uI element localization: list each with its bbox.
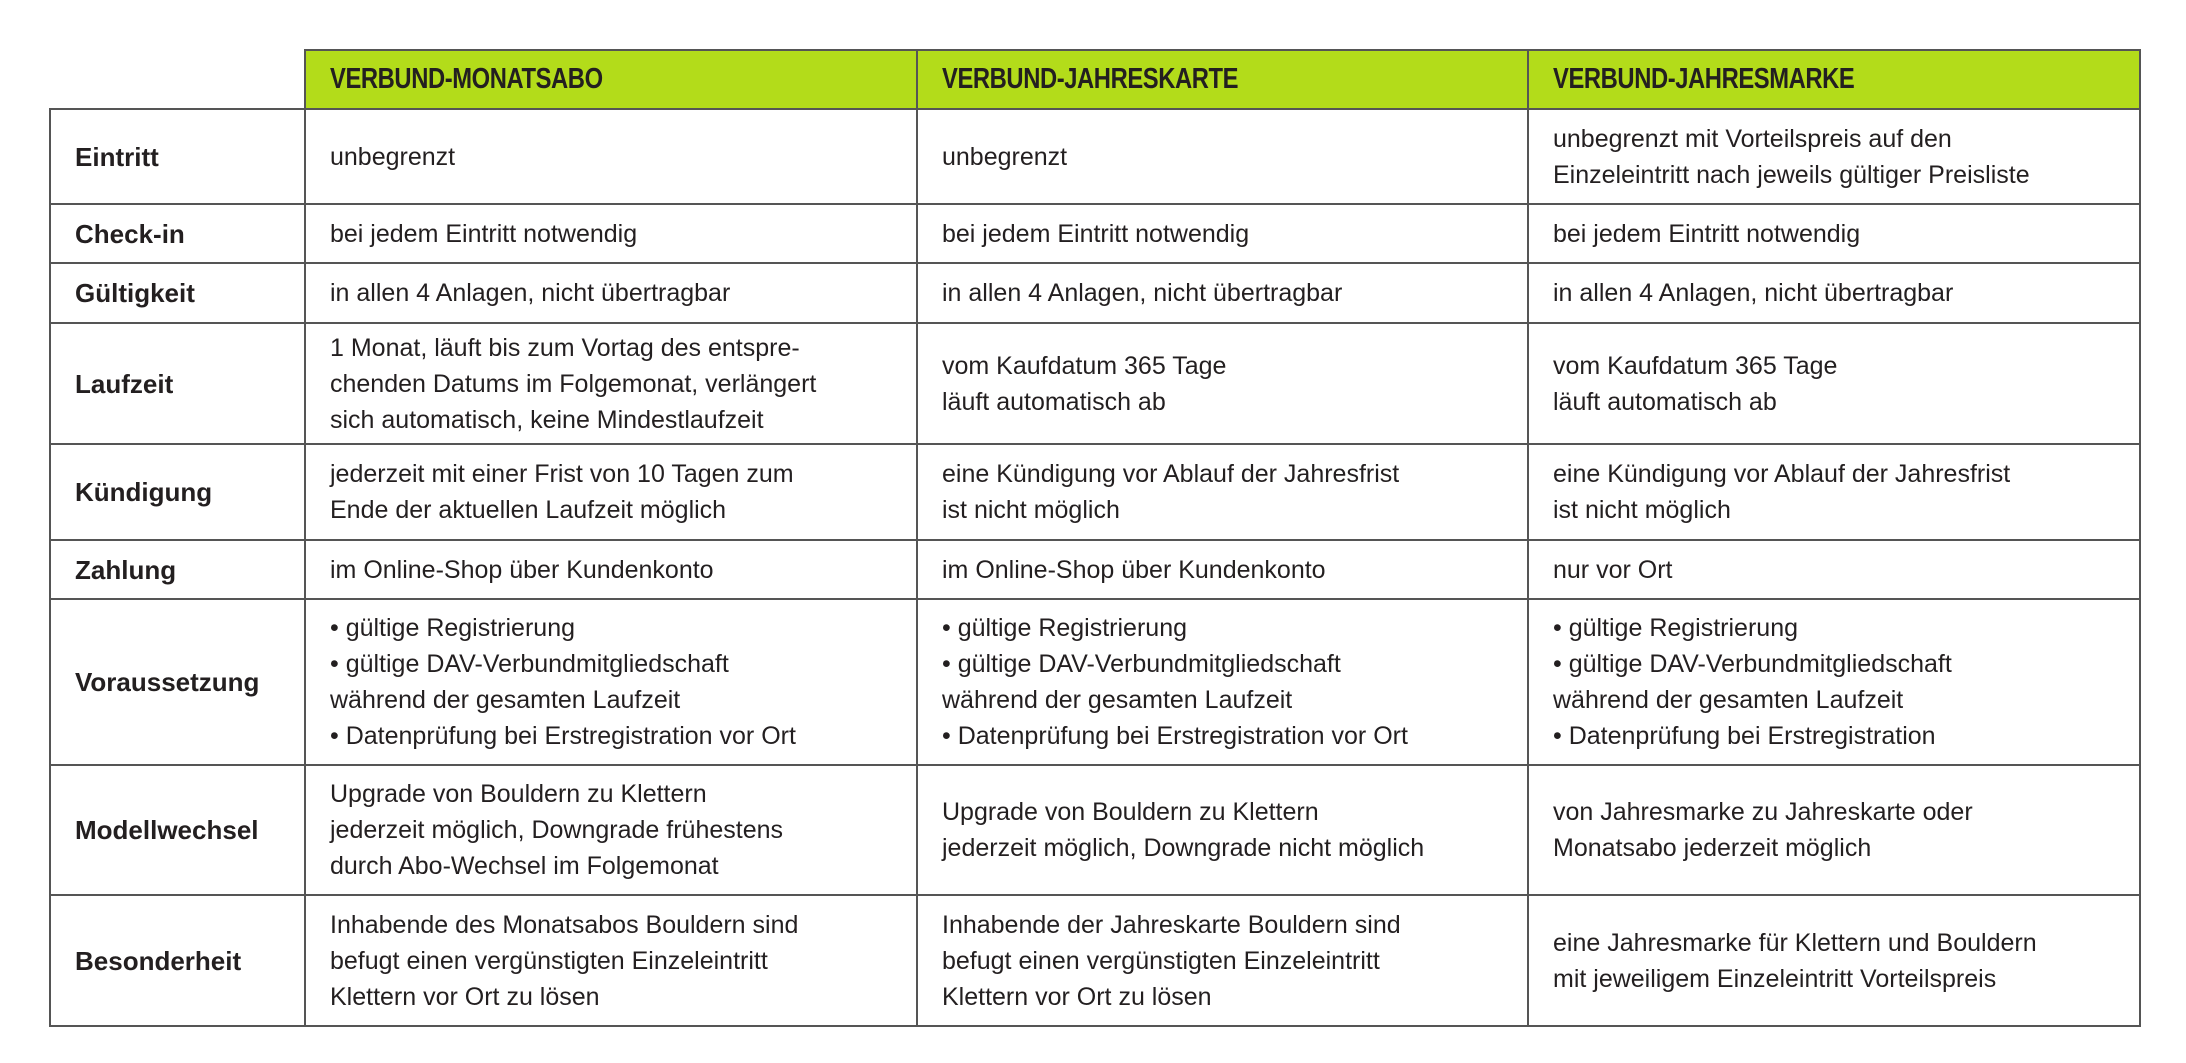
table-cell: vom Kaufdatum 365 Tage läuft automatisch ab	[917, 323, 1528, 444]
row-label: Voraussetzung	[50, 599, 305, 765]
row-label: Modellwechsel	[50, 765, 305, 895]
table-cell: Inhabende der Jahreskarte Bouldern sind befugt einen vergünstigten Einzeleintritt Klettern vor Ort zu lösen	[917, 895, 1528, 1026]
column-header-label: VERBUND-JAHRESKARTE	[942, 63, 1239, 95]
row-label: Laufzeit	[50, 323, 305, 444]
table-cell: in allen 4 Anlagen, nicht übertragbar	[917, 263, 1528, 323]
table-cell: 1 Monat, läuft bis zum Vortag des entspre- chenden Datums im Folgemonat, verlängert sich automatisch, keine Mindestlaufzeit	[305, 323, 917, 444]
table-cell: im Online-Shop über Kundenkonto	[305, 540, 917, 599]
table-cell: im Online-Shop über Kundenkonto	[917, 540, 1528, 599]
table-cell: eine Kündigung vor Ablauf der Jahresfrist ist nicht möglich	[1528, 444, 2140, 540]
table-cell: • gültige Registrierung • gültige DAV-Verbundmitgliedschaft während der gesamten Laufzeit • Datenprüfung bei Erstregistration vor Ort	[917, 599, 1528, 765]
column-header-jahreskarte	[917, 50, 1528, 109]
table-cell: bei jedem Eintritt notwendig	[1528, 204, 2140, 263]
column-header-monatsabo	[305, 50, 917, 109]
header-row	[50, 50, 2140, 109]
column-header-label: VERBUND-MONATSABO	[330, 63, 603, 95]
table-cell: in allen 4 Anlagen, nicht übertragbar	[1528, 263, 2140, 323]
table-cell: in allen 4 Anlagen, nicht übertragbar	[305, 263, 917, 323]
table-cell: eine Kündigung vor Ablauf der Jahresfrist ist nicht möglich	[917, 444, 1528, 540]
table-row	[50, 599, 2140, 765]
row-label: Gültigkeit	[50, 263, 305, 323]
table-row	[50, 540, 2140, 599]
table-row	[50, 109, 2140, 204]
table-row	[50, 263, 2140, 323]
table-cell: bei jedem Eintritt notwendig	[305, 204, 917, 263]
table-cell: • gültige Registrierung • gültige DAV-Verbundmitgliedschaft während der gesamten Laufzeit • Datenprüfung bei Erstregistration	[1528, 599, 2140, 765]
row-label: Eintritt	[50, 109, 305, 204]
row-label: Kündigung	[50, 444, 305, 540]
table-cell: jederzeit mit einer Frist von 10 Tagen zum Ende der aktuellen Laufzeit möglich	[305, 444, 917, 540]
table-cell: unbegrenzt	[917, 109, 1528, 204]
table-cell: nur vor Ort	[1528, 540, 2140, 599]
table-cell: unbegrenzt mit Vorteilspreis auf den Einzeleintritt nach jeweils gültiger Preisliste	[1528, 109, 2140, 204]
column-header-jahresmarke	[1528, 50, 2140, 109]
table-cell: • gültige Registrierung • gültige DAV-Verbundmitgliedschaft während der gesamten Laufzeit • Datenprüfung bei Erstregistration vor Ort	[305, 599, 917, 765]
table-cell: Upgrade von Bouldern zu Klettern jederzeit möglich, Downgrade frühestens durch Abo-Wechsel im Folgemonat	[305, 765, 917, 895]
table-row	[50, 323, 2140, 444]
table-cell: Upgrade von Bouldern zu Klettern jederzeit möglich, Downgrade nicht möglich	[917, 765, 1528, 895]
table-cell: vom Kaufdatum 365 Tage läuft automatisch ab	[1528, 323, 2140, 444]
table-row	[50, 204, 2140, 263]
row-label: Check-in	[50, 204, 305, 263]
comparison-table	[49, 49, 2141, 1027]
table-cell: Inhabende des Monatsabos Bouldern sind befugt einen vergünstigten Einzeleintritt Klettern vor Ort zu lösen	[305, 895, 917, 1026]
table-cell: unbegrenzt	[305, 109, 917, 204]
table-row	[50, 895, 2140, 1026]
table-row	[50, 765, 2140, 895]
table-row	[50, 444, 2140, 540]
row-label: Besonderheit	[50, 895, 305, 1026]
column-header-label: VERBUND-JAHRESMARKE	[1553, 63, 1855, 95]
table-cell: eine Jahresmarke für Klettern und Bouldern mit jeweiligem Einzeleintritt Vorteilspreis	[1528, 895, 2140, 1026]
table-cell: von Jahresmarke zu Jahreskarte oder Monatsabo jederzeit möglich	[1528, 765, 2140, 895]
table-cell: bei jedem Eintritt notwendig	[917, 204, 1528, 263]
row-label: Zahlung	[50, 540, 305, 599]
corner-cell	[50, 50, 305, 109]
